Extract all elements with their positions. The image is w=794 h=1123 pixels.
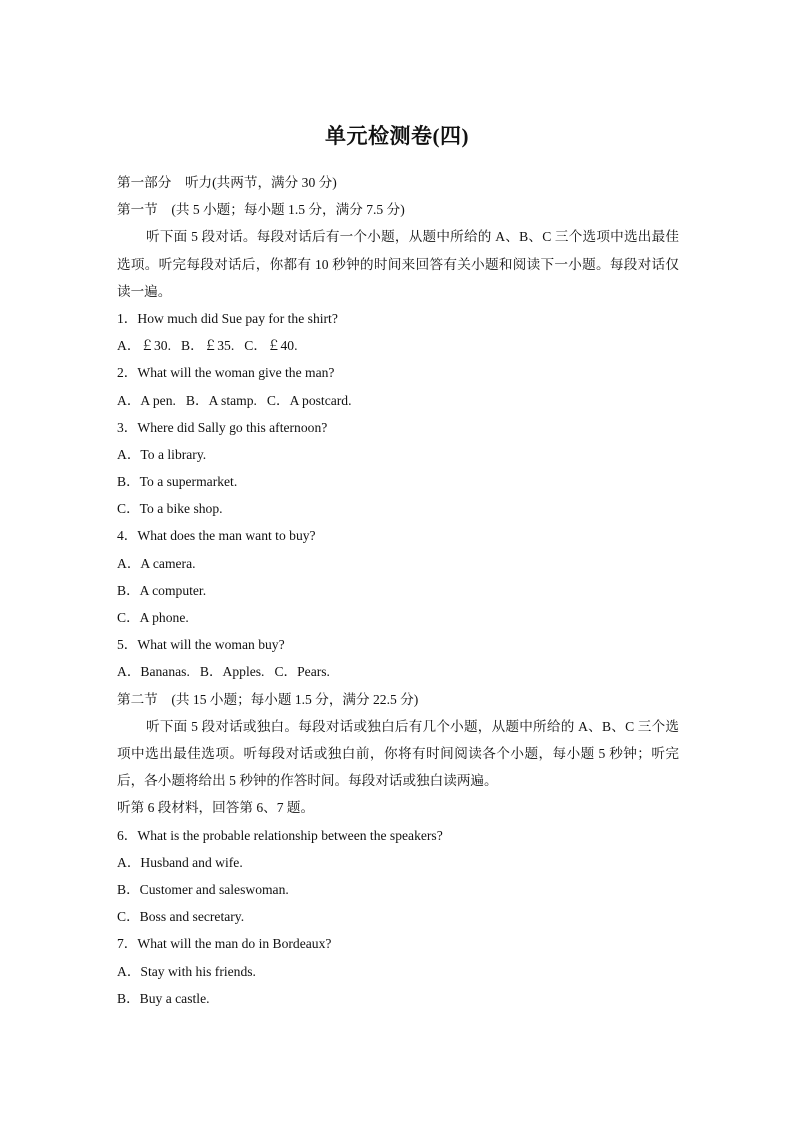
question-5-option-a: A．Bananas. [117, 664, 190, 680]
question-4-option-a: A．A camera. [117, 555, 196, 571]
question-7-option-b: B．Buy a castle. [117, 990, 210, 1006]
question-6-option-b: B．Customer and saleswoman. [117, 881, 289, 897]
question-2-option-a: A．A pen. [117, 392, 176, 408]
question-1: 1．How much did Sue pay for the shirt? [117, 310, 338, 326]
question-1-option-c: C．￡40. [244, 338, 298, 354]
section2-instruction: 听下面 5 段对话或独白。每段对话或独白后有几个小题，从题中所给的 A、B、C 三个选项中选出最佳选项。听每段对话或独白前，你将有时间阅读各个小题，每小题 5 秒钟；听完后，各小题将给出 5 秒钟的作答时间。每段对话或独白读两遍。 [117, 718, 679, 789]
material-6-prompt: 听第 6 段材料，回答第 6、7 题。 [117, 800, 315, 816]
page-title: 单元检测卷(四) [325, 124, 469, 148]
part1-heading: 第一部分 听力(共两节，满分 30 分) [117, 175, 337, 190]
question-5-options [117, 658, 679, 685]
question-6-option-c: C．Boss and secretary. [117, 909, 245, 925]
question-5-option-c: C．Pears. [274, 664, 330, 680]
question-4-option-b: B．A computer. [117, 582, 207, 598]
question-2-options [117, 387, 679, 414]
question-1-options [117, 332, 679, 359]
exam-content [117, 169, 679, 1012]
question-4-option-c: C．A phone. [117, 610, 189, 626]
question-3: 3．Where did Sally go this afternoon? [117, 419, 328, 435]
question-1-option-a: A．￡30. [117, 338, 171, 354]
section1-heading: 第一节 (共 5 小题；每小题 1.5 分，满分 7.5 分) [117, 202, 405, 218]
question-6-option-a: A．Husband and wife. [117, 854, 243, 870]
question-3-option-a: A．To a library. [117, 446, 207, 462]
question-6: 6．What is the probable relationship between the speakers? [117, 827, 443, 843]
question-1-option-b: B．￡35. [181, 338, 235, 354]
question-4: 4．What does the man want to buy? [117, 528, 316, 544]
section2-heading: 第二节 (共 15 小题；每小题 1.5 分，满分 22.5 分) [117, 691, 419, 707]
question-3-option-c: C．To a bike shop. [117, 501, 223, 517]
question-7-option-a: A．Stay with his friends. [117, 963, 256, 979]
question-2: 2．What will the woman give the man? [117, 365, 335, 381]
question-3-option-b: B．To a supermarket. [117, 474, 238, 490]
question-5-option-b: B．Apples. [199, 664, 265, 680]
question-2-option-c: C．A postcard. [266, 392, 352, 408]
question-5: 5．What will the woman buy? [117, 637, 285, 653]
question-2-option-b: B．A stamp. [185, 392, 257, 408]
section1-instruction: 听下面 5 段对话。每段对话后有一个小题，从题中所给的 A、B、C 三个选项中选出最佳选项。听完每段对话后，你都有 10 秒钟的时间来回答有关小题和阅读下一小题。每段对话仅读一遍。 [117, 229, 679, 299]
question-7: 7．What will the man do in Bordeaux? [117, 936, 332, 952]
